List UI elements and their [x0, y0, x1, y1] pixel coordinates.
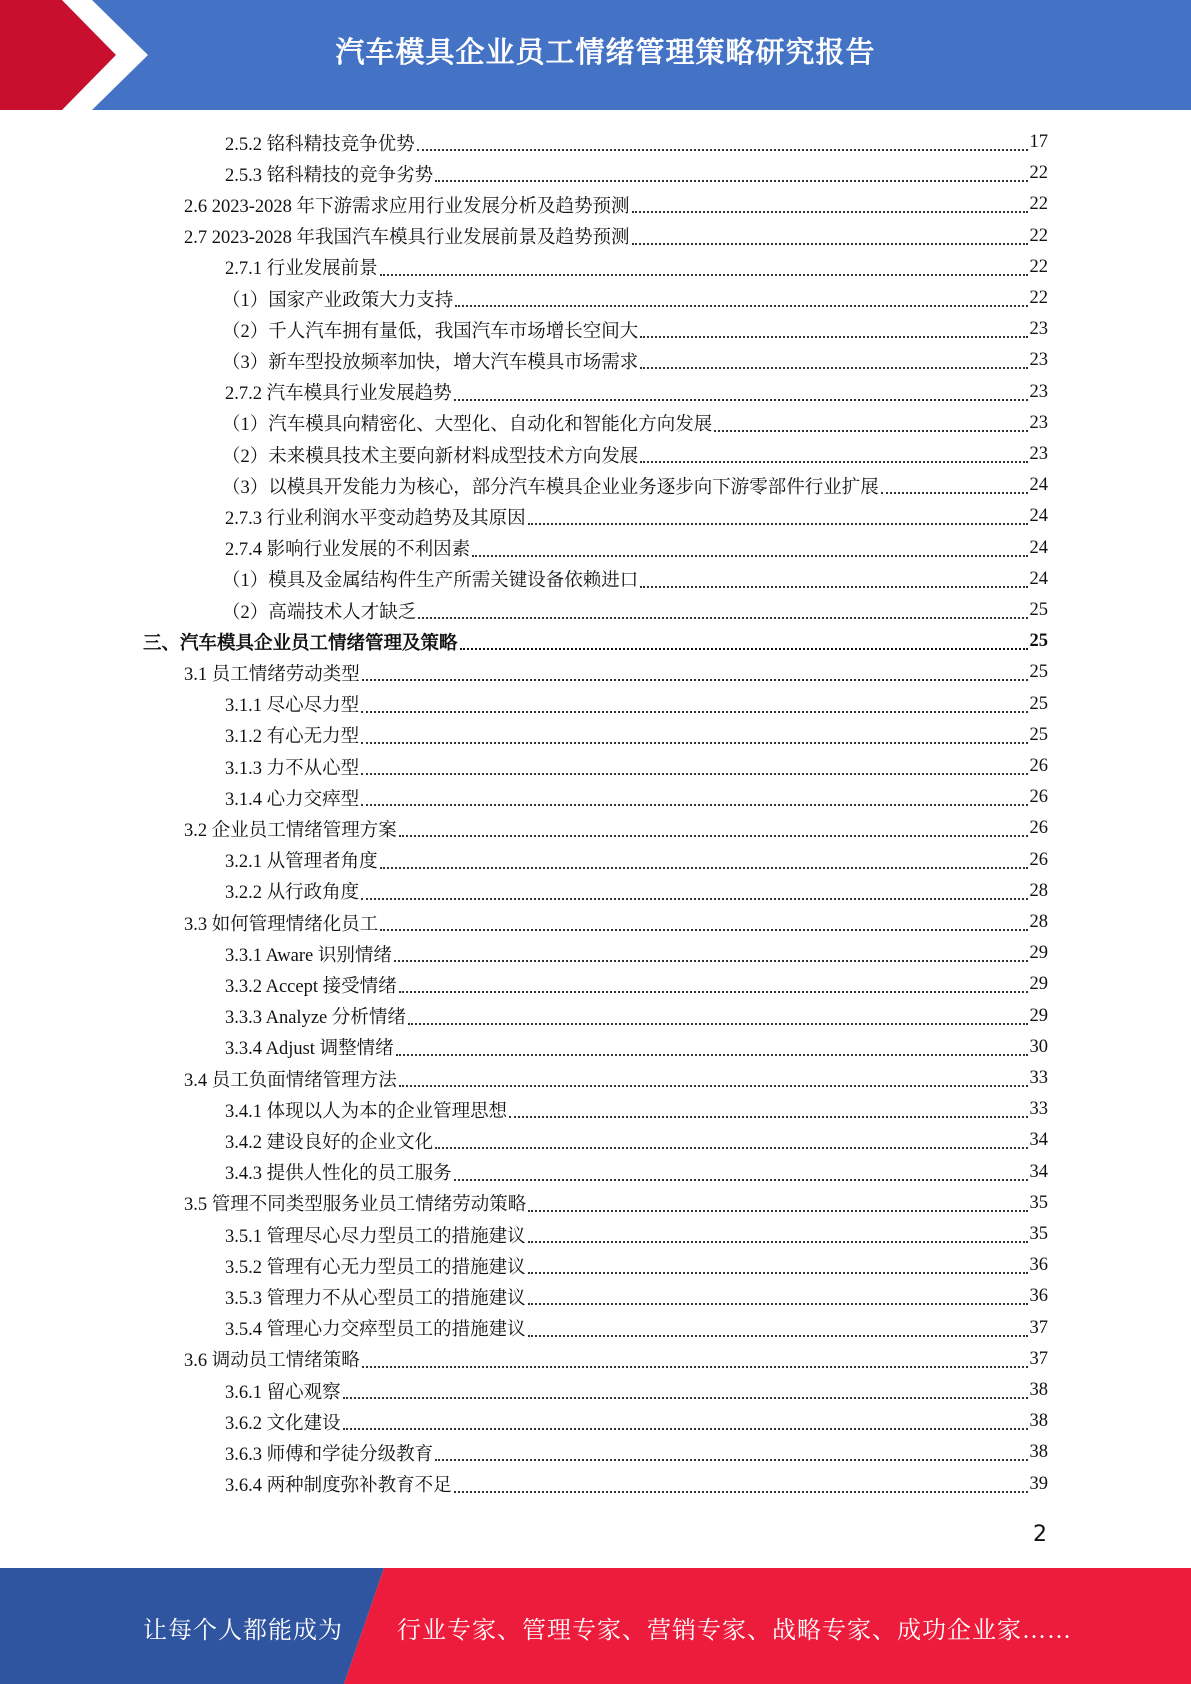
toc-leader-dots [380, 274, 1028, 276]
toc-entry-page: 25 [1029, 693, 1048, 714]
toc-entry[interactable] [222, 408, 1048, 439]
toc-leader-dots [435, 180, 1027, 182]
toc-entry-label: 2.7.4 影响行业发展的不利因素 [225, 540, 471, 561]
toc-entry-label: 3.4.2 建设良好的企业文化 [225, 1132, 434, 1153]
toc-entry-label: 3.3.1 Aware 识别情绪 [225, 945, 392, 966]
toc-entry-page: 23 [1029, 381, 1048, 402]
toc-leader-dots [640, 367, 1027, 369]
toc-entry[interactable] [225, 1125, 1048, 1156]
toc-leader-dots [399, 835, 1028, 837]
toc-entry-label: （1）汽车模具向精密化、大型化、自动化和智能化方向发展 [222, 415, 713, 436]
toc-leader-dots [528, 1335, 1028, 1337]
toc-entry-label: 2.6 2023-2028 年下游需求应用行业发展分析及趋势预测 [184, 196, 630, 217]
toc-entry-label: （3）新车型投放频率加快，增大汽车模具市场需求 [222, 352, 639, 373]
toc-entry[interactable] [222, 595, 1048, 626]
toc-entry-page: 29 [1029, 943, 1048, 964]
toc-leader-dots [528, 1210, 1027, 1212]
toc-entry-label: 3.6.2 文化建设 [225, 1413, 341, 1434]
toc-leader-dots [361, 742, 1027, 744]
footer-slogan-right: 行业专家、管理专家、营销专家、战略专家、成功企业家…… [397, 1618, 1072, 1644]
toc-leader-dots [362, 1366, 1028, 1368]
toc-entry[interactable] [225, 158, 1048, 189]
toc-entry-page: 26 [1029, 787, 1048, 808]
toc-entry-page: 37 [1029, 1348, 1048, 1369]
toc-entry-page: 22 [1029, 163, 1048, 184]
toc-entry-page: 28 [1029, 880, 1048, 901]
toc-entry-label: 3.1 员工情绪劳动类型 [184, 664, 360, 685]
toc-leader-dots [408, 1023, 1028, 1025]
footer-banner [0, 1568, 1191, 1684]
toc-leader-dots [361, 711, 1027, 713]
toc-entry-page: 38 [1029, 1380, 1048, 1400]
toc-leader-dots [454, 1179, 1028, 1181]
toc-entry-page: 39 [1029, 1473, 1048, 1494]
toc-entry-page: 25 [1029, 631, 1048, 652]
toc-entry-page: 22 [1029, 194, 1048, 215]
toc-entry-page: 36 [1029, 1255, 1048, 1276]
toc-entry[interactable] [225, 252, 1048, 283]
toc-leader-dots [399, 991, 1028, 993]
toc-entry[interactable] [225, 782, 1048, 813]
toc-leader-dots [640, 461, 1027, 463]
toc-entry[interactable] [225, 969, 1048, 1000]
toc-entry-label: 3.3.4 Adjust 调整情绪 [225, 1039, 394, 1060]
toc-entry-page: 22 [1029, 256, 1048, 277]
toc-entry-label: 3.2.2 从行政角度 [225, 883, 360, 904]
toc-entry[interactable] [225, 938, 1048, 969]
toc-entry[interactable] [225, 1281, 1048, 1312]
toc-entry[interactable] [184, 1188, 1048, 1219]
toc-entry[interactable] [222, 470, 1048, 501]
toc-entry-page: 28 [1029, 912, 1048, 932]
toc-entry-label: 3.6.4 两种制度弥补教育不足 [225, 1476, 452, 1497]
toc-entry-page: 25 [1029, 724, 1048, 745]
toc-entry-label: 3.1.4 心力交瘁型 [225, 789, 360, 810]
page-number: 2 [1033, 1522, 1047, 1547]
toc-leader-dots [435, 1147, 1027, 1149]
toc-leader-dots [632, 211, 1028, 213]
toc-entry-label: 3.4.1 体现以人为本的企业管理思想 [225, 1101, 508, 1122]
toc-leader-dots [509, 1116, 1027, 1118]
toc-leader-dots [435, 1459, 1027, 1461]
toc-entry-page: 23 [1029, 444, 1048, 464]
toc-entry-page: 34 [1029, 1130, 1048, 1151]
toc-entry[interactable] [222, 283, 1048, 314]
toc-entry-label: 3.5 管理不同类型服务业员工情绪劳动策略 [184, 1195, 527, 1216]
toc-entry[interactable] [184, 221, 1048, 252]
toc-entry[interactable] [184, 1063, 1048, 1094]
toc-entry-label: 3.2 企业员工情绪管理方案 [184, 820, 397, 841]
toc-entry-label: 2.5.2 铭科精技竞争优势 [225, 134, 415, 155]
toc-leader-dots [640, 586, 1027, 588]
toc-leader-dots [455, 305, 1027, 307]
toc-entry[interactable] [225, 1001, 1048, 1032]
toc-entry-page: 33 [1029, 1068, 1048, 1088]
toc-leader-dots [460, 648, 1028, 650]
toc-entry-page: 24 [1029, 537, 1048, 558]
toc-entry-label: 3.4 员工负面情绪管理方法 [184, 1070, 397, 1091]
toc-entry[interactable] [225, 1094, 1048, 1125]
toc-entry-label: 3.5.2 管理有心无力型员工的措施建议 [225, 1257, 526, 1278]
toc-entry[interactable] [225, 1469, 1048, 1500]
toc-leader-dots [454, 399, 1028, 401]
toc-entry-page: 37 [1029, 1317, 1048, 1338]
toc-entry-page: 38 [1029, 1442, 1048, 1463]
toc-entry-page: 24 [1029, 475, 1048, 496]
toc-entry-page: 26 [1029, 818, 1048, 839]
toc-entry-label: 3.4.3 提供人性化的员工服务 [225, 1164, 452, 1185]
toc-entry[interactable] [225, 501, 1048, 532]
toc-leader-dots [528, 1303, 1028, 1305]
toc-entry[interactable] [184, 657, 1048, 688]
toc-entry-page: 23 [1029, 350, 1048, 371]
toc-entry[interactable] [225, 751, 1048, 782]
toc-entry-page: 35 [1029, 1224, 1048, 1244]
toc-leader-dots [399, 1085, 1028, 1087]
toc-entry-label: 3.5.1 管理尽心尽力型员工的措施建议 [225, 1226, 526, 1247]
toc-entry-page: 34 [1029, 1161, 1048, 1182]
toc-entry-label: （3）以模具开发能力为核心，部分汽车模具企业业务逐步向下游零部件行业扩展 [222, 477, 879, 498]
toc-entry-page: 29 [1029, 1005, 1048, 1026]
toc-entry[interactable] [225, 1219, 1048, 1250]
toc-entry-page: 30 [1029, 1036, 1048, 1057]
toc-leader-dots [394, 960, 1028, 962]
toc-entry-page: 26 [1029, 756, 1048, 776]
toc-entry-label: （1）模具及金属结构件生产所需关键设备依赖进口 [222, 571, 639, 592]
toc-entry-page: 22 [1029, 288, 1048, 308]
toc-entry-label: 3.6 调动员工情绪策略 [184, 1351, 360, 1372]
toc-leader-dots [714, 430, 1027, 432]
toc-entry[interactable] [222, 345, 1048, 376]
toc-entry[interactable] [222, 314, 1048, 345]
toc-entry-label: 3.3 如何管理情绪化员工 [184, 914, 379, 935]
toc-entry-label: 3.5.3 管理力不从心型员工的措施建议 [225, 1288, 526, 1309]
toc-entry[interactable] [225, 127, 1048, 158]
toc-entry[interactable] [225, 1406, 1048, 1437]
toc-entry[interactable] [184, 813, 1048, 844]
toc-leader-dots [343, 1428, 1028, 1430]
toc-entry-label: 三、汽车模具企业员工情绪管理及策略 [143, 633, 458, 654]
toc-entry-label: 2.7.2 汽车模具行业发展趋势 [225, 384, 452, 405]
toc-leader-dots [881, 492, 1028, 494]
toc-entry[interactable] [225, 1375, 1048, 1406]
report-title: 汽车模具企业员工情绪管理策略研究报告 [335, 35, 876, 69]
toc-entry-label: 3.1.3 力不从心型 [225, 758, 360, 779]
toc-entry-page: 38 [1029, 1411, 1048, 1432]
footer-slogan-left: 让每个人都能成为 [143, 1618, 343, 1644]
toc-entry[interactable] [225, 845, 1048, 876]
toc-entry-label: （2）千人汽车拥有量低，我国汽车市场增长空间大 [222, 321, 639, 342]
toc-leader-dots [362, 679, 1028, 681]
toc-entry-label: 2.7.1 行业发展前景 [225, 259, 378, 280]
toc-leader-dots [418, 617, 1027, 619]
toc-entry[interactable] [225, 1250, 1048, 1281]
toc-leader-dots [396, 1054, 1028, 1056]
toc-leader-dots [361, 773, 1027, 775]
toc-leader-dots [632, 243, 1028, 245]
toc-entry-label: （1）国家产业政策大力支持 [222, 290, 454, 311]
toc-entry-page: 36 [1029, 1286, 1048, 1307]
toc-entry[interactable] [225, 720, 1048, 751]
toc-entry-page: 35 [1029, 1192, 1048, 1213]
toc-entry-page: 24 [1029, 506, 1048, 527]
toc-entry-label: 2.7.3 行业利润水平变动趋势及其原因 [225, 508, 526, 529]
toc-entry-label: 3.3.3 Analyze 分析情绪 [225, 1008, 406, 1029]
toc-leader-dots [454, 1491, 1028, 1493]
toc-leader-dots [417, 149, 1028, 151]
toc-entry-page: 24 [1029, 568, 1048, 589]
toc-entry[interactable] [143, 626, 1048, 657]
toc-entry[interactable] [225, 1313, 1048, 1344]
toc-entry[interactable] [222, 564, 1048, 595]
toc-entry-page: 33 [1029, 1099, 1048, 1120]
toc-entry[interactable] [225, 1157, 1048, 1188]
toc-entry-page: 25 [1029, 662, 1048, 683]
toc-entry[interactable] [225, 377, 1048, 408]
toc-entry[interactable] [184, 1344, 1048, 1375]
toc-leader-dots [343, 1397, 1028, 1399]
toc-entry-label: 2.7 2023-2028 年我国汽车模具行业发展前景及趋势预测 [184, 228, 630, 249]
toc-leader-dots [528, 1241, 1028, 1243]
toc-leader-dots [361, 898, 1027, 900]
toc-entry-label: 3.2.1 从管理者角度 [225, 852, 378, 873]
toc-leader-dots [528, 1272, 1028, 1274]
header-banner [0, 0, 1191, 110]
toc-entry-page: 26 [1029, 849, 1048, 870]
toc-entry-page: 23 [1029, 319, 1048, 340]
toc-entry-label: 2.5.3 铭科精技的竞争劣势 [225, 165, 434, 186]
toc-leader-dots [380, 929, 1027, 931]
toc-entry-label: （2）未来模具技术主要向新材料成型技术方向发展 [222, 446, 639, 467]
toc-entry[interactable] [222, 439, 1048, 470]
toc-entry-label: 3.3.2 Accept 接受情绪 [225, 976, 397, 997]
toc-entry[interactable] [225, 533, 1048, 564]
toc-entry-label: （2）高端技术人才缺乏 [222, 602, 417, 623]
toc-entry[interactable] [184, 907, 1048, 938]
toc-entry-page: 25 [1029, 600, 1048, 620]
toc-entry[interactable] [184, 189, 1048, 220]
toc-entry-page: 23 [1029, 412, 1048, 433]
toc-entry-page: 17 [1029, 132, 1048, 152]
toc-entry-label: 3.5.4 管理心力交瘁型员工的措施建议 [225, 1320, 526, 1341]
toc-leader-dots [640, 336, 1027, 338]
toc-leader-dots [361, 804, 1027, 806]
toc-entry-label: 3.1.1 尽心尽力型 [225, 696, 360, 717]
toc-entry-label: 3.1.2 有心无力型 [225, 727, 360, 748]
toc-entry[interactable] [225, 689, 1048, 720]
toc-entry[interactable] [225, 1437, 1048, 1468]
toc-entry-label: 3.6.1 留心观察 [225, 1382, 341, 1403]
toc-entry[interactable] [225, 876, 1048, 907]
toc-leader-dots [528, 523, 1028, 525]
toc-entry-page: 22 [1029, 225, 1048, 246]
toc-entry[interactable] [225, 1032, 1048, 1063]
toc-leader-dots [380, 867, 1028, 869]
toc-leader-dots [472, 555, 1027, 557]
toc-entry-label: 3.6.3 师傅和学徒分级教育 [225, 1444, 434, 1465]
toc-entry-page: 29 [1029, 974, 1048, 995]
